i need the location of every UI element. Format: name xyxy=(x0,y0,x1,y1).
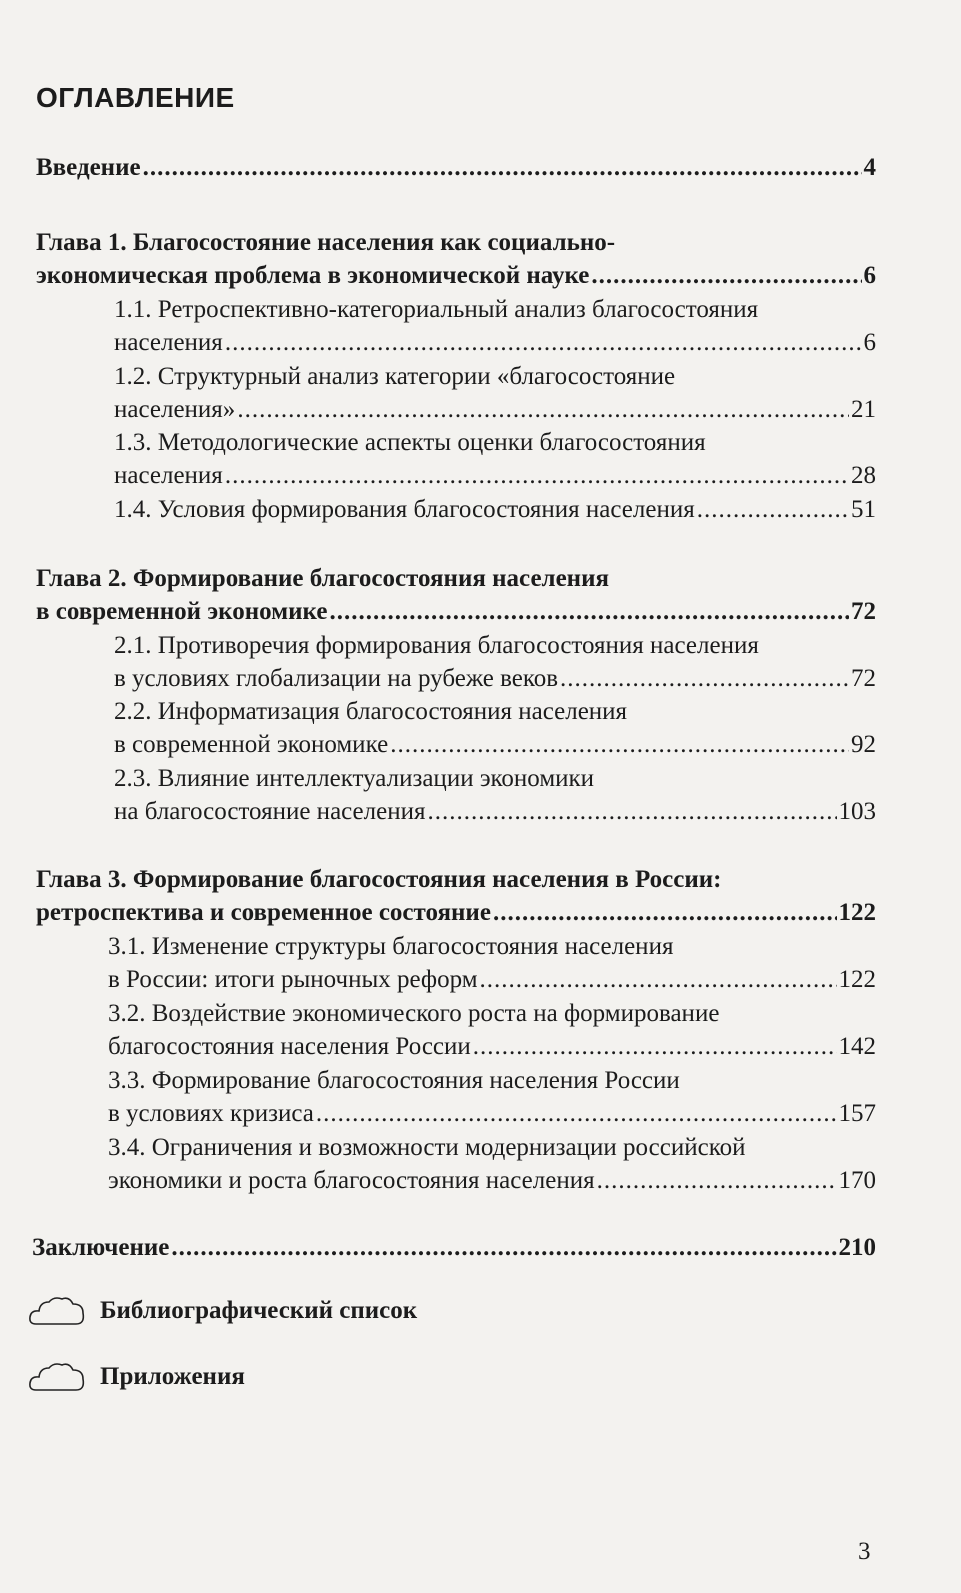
toc-page-number: 21 xyxy=(851,396,876,423)
section-2-3-line2: на благосостояние населения xyxy=(114,798,426,825)
cloud-icon xyxy=(28,1294,86,1328)
toc-page-number: 103 xyxy=(838,798,876,825)
section-1-3-line1: 1.3. Методологические аспекты оценки благосостояния xyxy=(114,429,706,456)
cloud-icon xyxy=(28,1360,86,1394)
section-3-1-line1: 3.1. Изменение структуры благосостояния населения xyxy=(108,933,674,960)
section-3-3-line1: 3.3. Формирование благосостояния населения России xyxy=(108,1067,680,1094)
toc-page-number: 157 xyxy=(838,1100,876,1127)
toc-entry-chapter-1[interactable] xyxy=(36,260,876,292)
toc-page-number: 122 xyxy=(838,899,876,926)
section-2-1-line1: 2.1. Противоречия формирования благосостояния населения xyxy=(114,632,759,659)
dot-leader xyxy=(597,1165,837,1197)
section-2-1-line2: в условиях глобализации на рубеже веков xyxy=(114,665,559,692)
toc-entry-section-3-2[interactable] xyxy=(108,1031,876,1063)
dot-leader xyxy=(560,663,849,695)
dot-leader xyxy=(390,729,849,761)
toc-entry-bibliography[interactable] xyxy=(28,1294,417,1328)
section-1-4-line1: 1.4. Условия формирования благосостояния населения xyxy=(114,496,695,523)
toc-entry-title: Библиографический список xyxy=(100,1297,418,1324)
chapter-1-title-line1: Глава 1. Благосостояние населения как социально- xyxy=(36,229,616,256)
dot-leader xyxy=(591,260,861,292)
toc-entry-section-2-1[interactable] xyxy=(114,663,876,695)
toc-entry-section-3-3[interactable] xyxy=(108,1098,876,1130)
toc-page-number: 28 xyxy=(851,462,876,489)
toc-entry-section-1-4[interactable] xyxy=(114,494,876,526)
section-2-2-line2: в современной экономике xyxy=(114,731,389,758)
dot-leader xyxy=(143,152,862,184)
chapter-1-title-line2: экономическая проблема в экономической науке xyxy=(36,262,590,289)
toc-entry-section-1-3[interactable] xyxy=(114,460,876,492)
toc-entry-section-2-3[interactable] xyxy=(114,796,876,828)
toc-entry-chapter-3[interactable] xyxy=(36,897,876,929)
section-3-3-line2: в условиях кризиса xyxy=(108,1100,314,1127)
dot-leader xyxy=(237,394,849,426)
section-3-4-line1: 3.4. Ограничения и возможности модернизации российской xyxy=(108,1134,746,1161)
dot-leader xyxy=(480,964,837,996)
toc-page-number: 4 xyxy=(863,154,876,181)
toc-page-number: 210 xyxy=(838,1234,876,1261)
toc-page-number: 170 xyxy=(838,1167,876,1194)
toc-page-number: 6 xyxy=(863,329,876,356)
chapter-3-title-line2: ретроспектива и современное состояние xyxy=(36,899,491,926)
toc-page-number: 72 xyxy=(851,665,876,692)
section-1-2-line1: 1.2. Структурный анализ категории «благосостояние xyxy=(114,363,676,390)
toc-entry-title: Приложения xyxy=(100,1363,245,1390)
toc-entry-title: Заключение xyxy=(32,1234,170,1261)
section-3-2-line2: благосостояния населения России xyxy=(108,1033,471,1060)
dot-leader xyxy=(329,596,849,628)
dot-leader xyxy=(473,1031,837,1063)
toc-page-number: 122 xyxy=(838,966,876,993)
chapter-2-title-line2: в современной экономике xyxy=(36,598,328,625)
dot-leader xyxy=(171,1232,836,1264)
section-1-2-line2: населения» xyxy=(114,396,236,423)
section-1-3-line2: населения xyxy=(114,462,223,489)
toc-entry-section-1-2[interactable] xyxy=(114,394,876,426)
chapter-2-title-line1: Глава 2. Формирование благосостояния населения xyxy=(36,565,609,592)
dot-leader xyxy=(493,897,837,929)
toc-entry-intro[interactable] xyxy=(36,152,876,184)
section-3-4-line2: экономики и роста благосостояния населения xyxy=(108,1167,595,1194)
section-2-2-line1: 2.2. Информатизация благосостояния населения xyxy=(114,698,628,725)
chapter-3-title-line1: Глава 3. Формирование благосостояния населения в России: xyxy=(36,866,722,893)
dot-leader xyxy=(428,796,837,828)
section-1-1-line2: населения xyxy=(114,329,223,356)
toc-entry-section-3-4[interactable] xyxy=(108,1165,876,1197)
page-number: 3 xyxy=(858,1538,871,1565)
toc-entry-section-1-1[interactable] xyxy=(114,327,876,359)
dot-leader xyxy=(697,494,849,526)
section-2-3-line1: 2.3. Влияние интеллектуализации экономики xyxy=(114,765,595,792)
toc-page-number: 92 xyxy=(851,731,876,758)
toc-entry-conclusion[interactable] xyxy=(32,1232,876,1264)
toc-entry-chapter-2[interactable] xyxy=(36,596,876,628)
toc-page-number: 6 xyxy=(863,262,876,289)
toc-page-number: 72 xyxy=(851,598,876,625)
dot-leader xyxy=(225,460,849,492)
toc-page-number: 142 xyxy=(838,1033,876,1060)
toc-entry-appendix[interactable] xyxy=(28,1360,245,1394)
section-1-1-line1: 1.1. Ретроспективно-категориальный анализ благосостояния xyxy=(114,296,759,323)
section-3-2-line1: 3.2. Воздействие экономического роста на формирование xyxy=(108,1000,720,1027)
dot-leader xyxy=(225,327,862,359)
toc-entry-section-3-1[interactable] xyxy=(108,964,876,996)
page-title: ОГЛАВЛЕНИЕ xyxy=(36,82,235,113)
toc-page-number: 51 xyxy=(851,496,876,523)
dot-leader xyxy=(316,1098,837,1130)
toc-entry-title: Введение xyxy=(36,154,141,181)
section-3-1-line2: в России: итоги рыночных реформ xyxy=(108,966,478,993)
toc-entry-section-2-2[interactable] xyxy=(114,729,876,761)
